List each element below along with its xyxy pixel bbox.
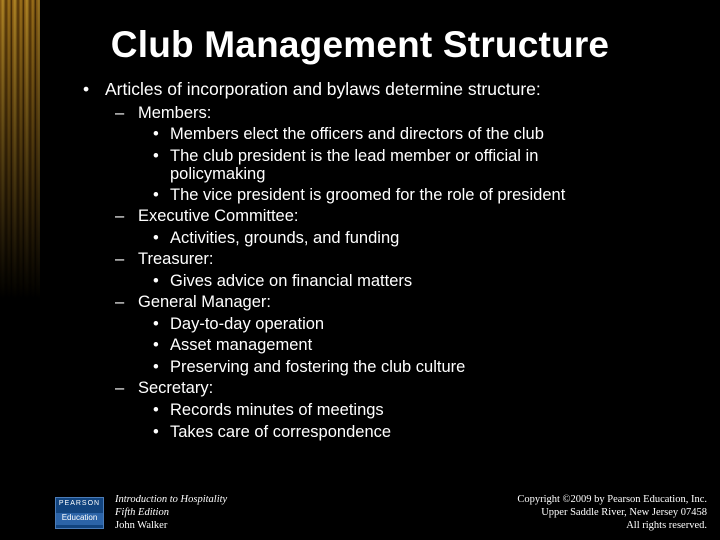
main-bullet-text: Articles of incorporation and bylaws determine structure: bbox=[105, 79, 541, 99]
book-title: Introduction to Hospitality bbox=[115, 494, 228, 505]
rights-line: All rights reserved. bbox=[626, 520, 707, 531]
slide-title: Club Management Structure bbox=[110, 24, 610, 65]
address-line: Upper Saddle River, New Jersey 07458 bbox=[541, 507, 707, 518]
list-item-continuation: policymaking bbox=[170, 165, 266, 183]
book-edition: Fifth Edition bbox=[115, 507, 169, 518]
section-heading-general-manager: General Manager: bbox=[138, 293, 271, 311]
bullet-symbol: • bbox=[153, 358, 159, 376]
book-author: John Walker bbox=[115, 520, 168, 531]
dash-symbol: – bbox=[115, 293, 125, 311]
bullet-symbol: • bbox=[153, 401, 159, 419]
section-heading-members: Members: bbox=[138, 104, 212, 122]
section-heading-executive-committee: Executive Committee: bbox=[138, 207, 299, 225]
copyright-line: Copyright ©2009 by Pearson Education, Inc. bbox=[517, 494, 707, 505]
bullet-symbol: • bbox=[153, 272, 159, 290]
list-item: Preserving and fostering the club culture bbox=[170, 358, 466, 376]
list-item: Activities, grounds, and funding bbox=[170, 229, 400, 247]
bullet-symbol: • bbox=[153, 336, 159, 354]
list-item: Day-to-day operation bbox=[170, 315, 325, 333]
dash-symbol: – bbox=[115, 104, 125, 122]
list-item: Takes care of correspondence bbox=[170, 423, 392, 441]
list-item: The club president is the lead member or official in bbox=[170, 147, 539, 165]
logo-bottom-text: Education bbox=[56, 513, 103, 525]
bullet-symbol: • bbox=[153, 147, 159, 165]
list-item: Asset management bbox=[170, 336, 313, 354]
list-item: Members elect the officers and directors of the club bbox=[170, 125, 544, 143]
main-bullet-symbol: • bbox=[83, 79, 90, 99]
bullet-symbol: • bbox=[153, 423, 159, 441]
footer-book-info bbox=[115, 493, 227, 532]
list-item: Records minutes of meetings bbox=[170, 401, 384, 419]
section-heading-treasurer: Treasurer: bbox=[138, 250, 214, 268]
logo-top-text: PEARSON bbox=[58, 500, 101, 507]
bullet-symbol: • bbox=[153, 125, 159, 143]
bullet-symbol: • bbox=[153, 186, 159, 204]
dash-symbol: – bbox=[115, 250, 125, 268]
dash-symbol: – bbox=[115, 379, 125, 397]
pearson-education-logo bbox=[55, 497, 104, 529]
bullet-symbol: • bbox=[153, 229, 159, 247]
bullet-symbol: • bbox=[153, 315, 159, 333]
list-item: Gives advice on financial matters bbox=[170, 272, 413, 290]
section-heading-secretary: Secretary: bbox=[138, 379, 214, 397]
dash-symbol: – bbox=[115, 207, 125, 225]
list-item: The vice president is groomed for the role of president bbox=[170, 186, 566, 204]
footer-copyright bbox=[517, 493, 707, 532]
